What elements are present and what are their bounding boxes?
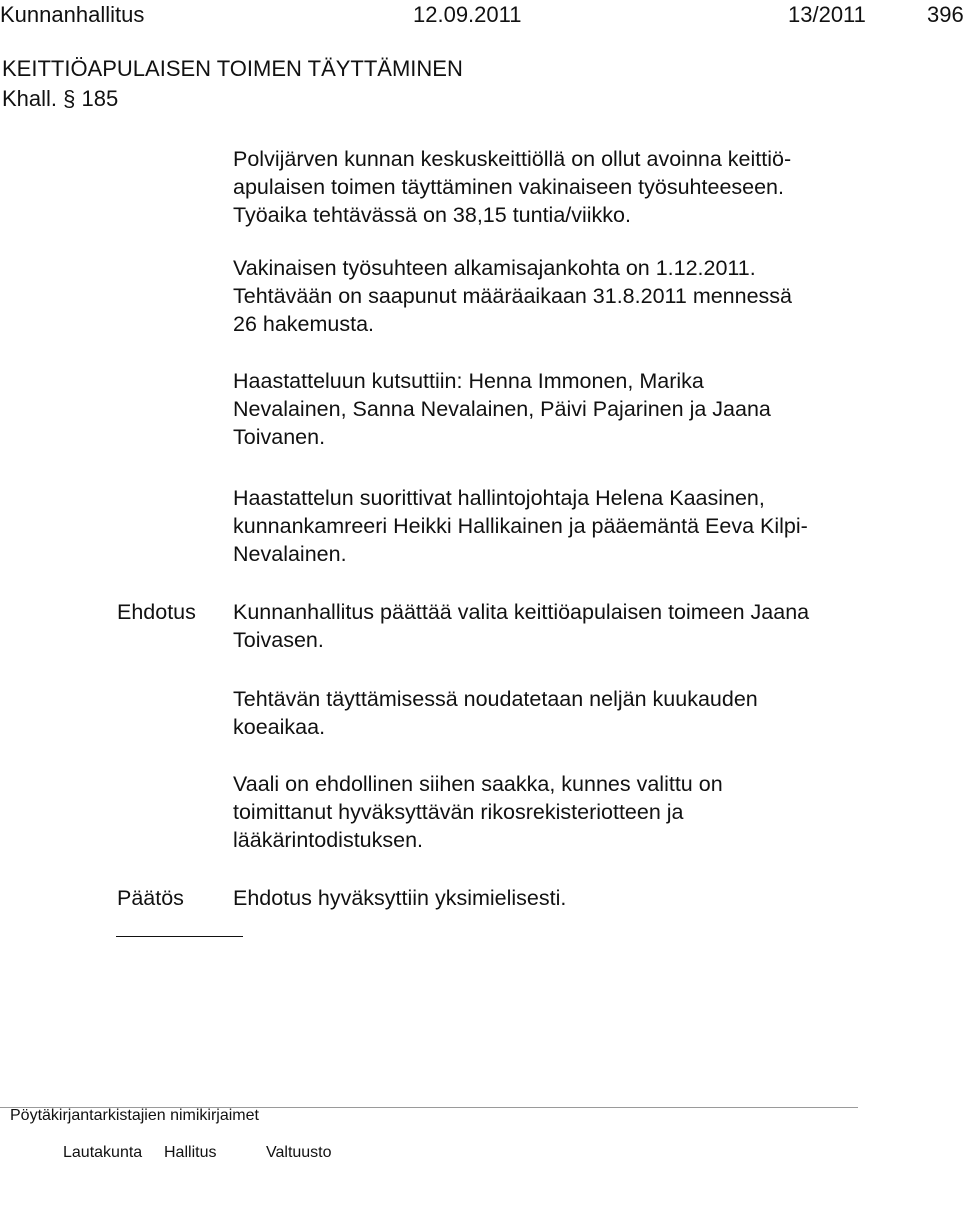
footer-initials-title: Pöytäkirjantarkistajien nimikirjaimet bbox=[10, 1107, 259, 1124]
text-line: Polvijärven kunnan keskuskeittiöllä on ollut avoinna keittiö- bbox=[233, 147, 792, 171]
text-line: Vaali on ehdollinen siihen saakka, kunnes valittu on bbox=[233, 772, 723, 796]
header-page-number: 396 bbox=[927, 2, 964, 27]
section-number: Khall. § 185 bbox=[2, 86, 119, 111]
text-line: 26 hakemusta. bbox=[233, 312, 375, 336]
text-line: Vakinaisen työsuhteen alkamisajankohta on 1.12.2011. bbox=[233, 256, 756, 280]
footer-lautakunta-label: Lautakunta bbox=[63, 1144, 143, 1161]
proposal-label: Ehdotus bbox=[117, 600, 196, 624]
text-line: lääkärintodistuksen. bbox=[233, 828, 424, 852]
footer-hallitus-label: Hallitus bbox=[164, 1144, 217, 1161]
text-line: Kunnanhallitus päättää valita keittiöapulaisen toimeen Jaana bbox=[233, 600, 810, 624]
text-line: Ehdotus hyväksyttiin yksimielisesti. bbox=[233, 886, 567, 910]
text-line: Haastatteluun kutsuttiin: Henna Immonen, Marika bbox=[233, 369, 704, 393]
text-line: toimittanut hyväksyttävän rikosrekisteriotteen ja bbox=[233, 800, 684, 824]
text-line: Toivanen. bbox=[233, 425, 326, 449]
header-organization: Kunnanhallitus bbox=[0, 2, 145, 27]
paragraph-interviewers bbox=[233, 484, 808, 568]
footer-valtuusto-label: Valtuusto bbox=[266, 1144, 332, 1161]
text-line: Toivasen. bbox=[233, 628, 324, 652]
signature-underline bbox=[116, 936, 243, 937]
text-line: kunnankamreeri Heikki Hallikainen ja pääemäntä Eeva Kilpi- bbox=[233, 514, 808, 538]
paragraph-trial-period bbox=[233, 685, 758, 741]
text-line: koeaikaa. bbox=[233, 715, 326, 739]
paragraph-start-date bbox=[233, 254, 792, 338]
text-line: Tehtävän täyttämisessä noudatetaan neljän kuukauden bbox=[233, 687, 758, 711]
header-meeting-number: 13/2011 bbox=[788, 2, 866, 27]
paragraph-decision bbox=[233, 884, 566, 912]
text-line: Nevalainen, Sanna Nevalainen, Päivi Pajarinen ja Jaana bbox=[233, 397, 771, 421]
paragraph-conditions bbox=[233, 770, 723, 854]
header-date: 12.09.2011 bbox=[413, 2, 522, 27]
decision-label: Päätös bbox=[117, 886, 184, 910]
text-line: apulaisen toimen täyttäminen vakinaiseen työsuhteeseen. bbox=[233, 175, 784, 199]
text-line: Tehtävään on saapunut määräaikaan 31.8.2011 mennessä bbox=[233, 284, 793, 308]
text-line: Nevalainen. bbox=[233, 542, 347, 566]
text-line: Työaika tehtävässä on 38,15 tuntia/viikko. bbox=[233, 203, 631, 227]
text-line: Haastattelun suorittivat hallintojohtaja Helena Kaasinen, bbox=[233, 486, 765, 510]
paragraph-proposal bbox=[233, 598, 809, 654]
paragraph-interviewees bbox=[233, 367, 771, 451]
document-title: KEITTIÖAPULAISEN TOIMEN TÄYTTÄMINEN bbox=[2, 56, 463, 81]
paragraph-background bbox=[233, 145, 791, 229]
